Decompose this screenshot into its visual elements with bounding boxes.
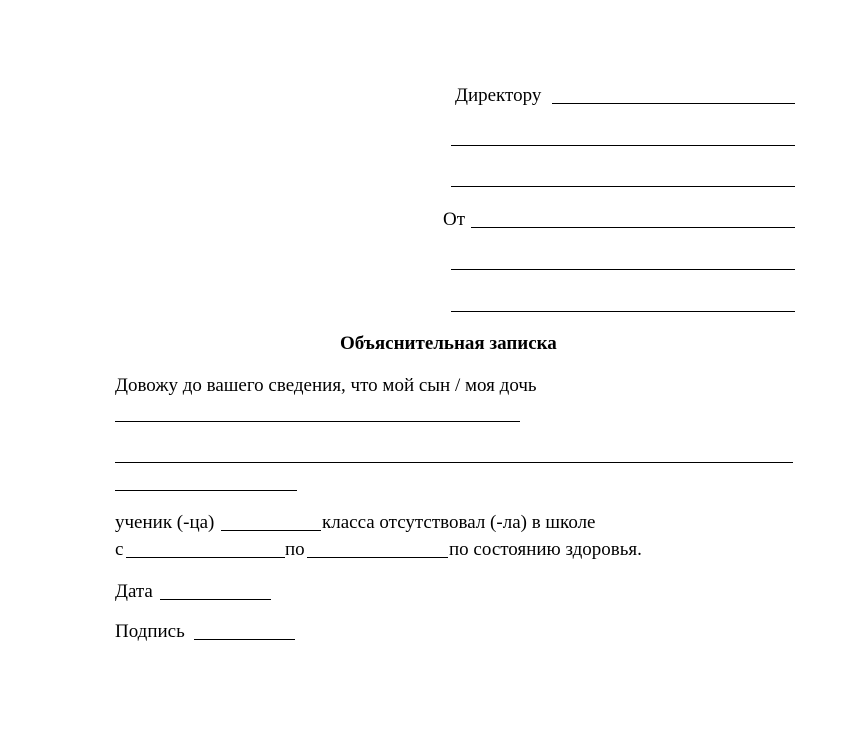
date-to-field[interactable] [307, 557, 448, 558]
reason-text: по состоянию здоровья. [449, 539, 642, 560]
from-name-field[interactable] [471, 227, 795, 228]
class-absent-text: класса отсутствовал (-ла) в школе [322, 512, 596, 533]
child-name-field[interactable] [115, 421, 520, 422]
director-line-3[interactable] [451, 186, 795, 187]
signature-field[interactable] [194, 639, 295, 640]
date-from-field[interactable] [126, 557, 285, 558]
student-label: ученик (-ца) [115, 512, 215, 533]
date-from-prefix: с [115, 539, 124, 560]
director-line-2[interactable] [451, 145, 795, 146]
director-label: Директору [455, 85, 542, 106]
date-field[interactable] [160, 599, 271, 600]
date-label: Дата [115, 581, 153, 602]
document-title: Объяснительная записка [340, 333, 557, 354]
intro-text: Довожу до вашего сведения, что мой сын / моя дочь [115, 375, 537, 396]
from-line-3[interactable] [451, 311, 795, 312]
date-to-prefix: по [285, 539, 305, 560]
from-line-2[interactable] [451, 269, 795, 270]
director-name-field[interactable] [552, 103, 795, 104]
signature-label: Подпись [115, 621, 185, 642]
class-field[interactable] [221, 530, 321, 531]
child-name-line-3[interactable] [115, 490, 297, 491]
child-name-line-2[interactable] [115, 462, 793, 463]
from-label: От [443, 209, 466, 230]
